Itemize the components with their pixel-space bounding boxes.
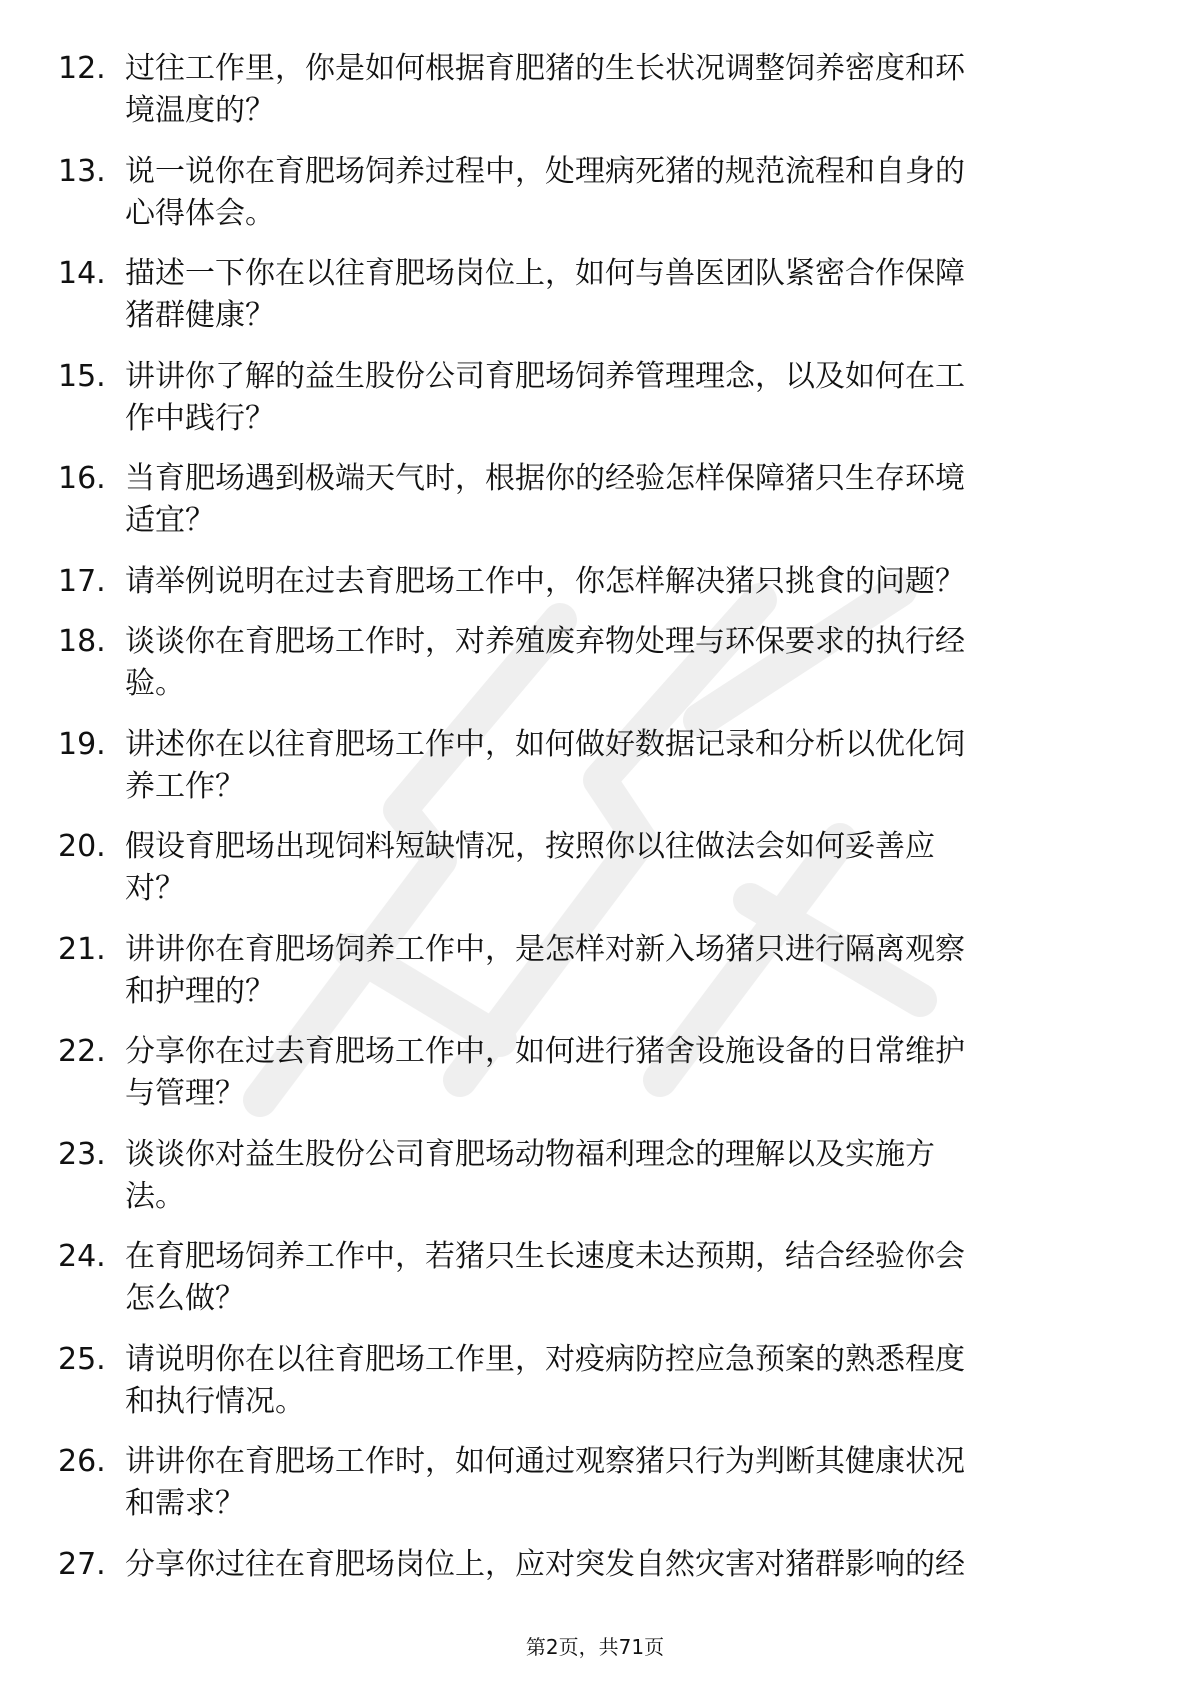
- question-text: 在育肥场饲养工作中，若猪只生长速度未达预期，结合经验你会 怎么做？: [125, 1239, 965, 1316]
- question-text: 谈谈你在育肥场工作时，对养殖废弃物处理与环保要求的执行经 验。: [125, 624, 965, 701]
- list-item: [58, 1339, 1128, 1423]
- question-text: 请举例说明在过去育肥场工作中，你怎样解决猪只挑食的问题？: [125, 563, 965, 599]
- list-item: [58, 1031, 1128, 1115]
- question-number: 22.: [58, 1034, 106, 1069]
- question-text: 分享你过往在育肥场岗位上，应对突发自然灾害对猪群影响的经: [125, 1546, 965, 1582]
- list-item: [58, 253, 1128, 337]
- question-list: [58, 48, 1128, 1604]
- question-number: 27.: [58, 1546, 106, 1582]
- list-item: [58, 151, 1128, 235]
- question-number: 25.: [58, 1341, 106, 1377]
- list-item: [58, 826, 1128, 910]
- list-item: [58, 1134, 1128, 1218]
- question-text: 请说明你在以往育肥场工作里，对疫病防控应急预案的熟悉程度 和执行情况。: [125, 1341, 965, 1419]
- question-text: 讲讲你在育肥场工作时，如何通过观察猪只行为判断其健康状况 和需求？: [125, 1444, 965, 1521]
- question-text: 当育肥场遇到极端天气时，根据你的经验怎样保障猪只生存环境 适宜？: [125, 461, 965, 538]
- question-text: 分享你在过去育肥场工作中，如何进行猪舍设施设备的日常维护 与管理？: [125, 1034, 965, 1111]
- question-text: 谈谈你对益生股份公司育肥场动物福利理念的理解以及实施方 法。: [125, 1136, 935, 1214]
- page-number-footer: 第2页，共71页: [525, 1635, 665, 1659]
- question-number: 18.: [58, 624, 106, 659]
- question-number: 24.: [58, 1239, 106, 1274]
- question-number: 13.: [58, 153, 106, 189]
- question-text: 描述一下你在以往育肥场岗位上，如何与兽医团队紧密合作保障 猪群健康？: [125, 256, 965, 333]
- question-number: 17.: [58, 563, 106, 599]
- question-text: 讲讲你了解的益生股份公司育肥场饲养管理理念，以及如何在工 作中践行？: [125, 358, 965, 436]
- question-number: 12.: [58, 51, 106, 86]
- question-text: 假设育肥场出现饲料短缺情况，按照你以往做法会如何妥善应 对？: [125, 829, 935, 906]
- list-item: [58, 458, 1128, 542]
- list-item: [58, 356, 1128, 440]
- list-item: [58, 724, 1128, 808]
- list-item: [58, 561, 1128, 603]
- list-item: [58, 621, 1128, 705]
- question-number: 15.: [58, 358, 106, 394]
- question-text: 讲讲你在育肥场饲养工作中，是怎样对新入场猪只进行隔离观察 和护理的？: [125, 931, 965, 1009]
- question-number: 19.: [58, 726, 106, 762]
- question-number: 26.: [58, 1444, 106, 1479]
- list-item: [58, 48, 1128, 132]
- question-number: 23.: [58, 1136, 106, 1172]
- list-item: [58, 1544, 1128, 1586]
- question-number: 14.: [58, 256, 106, 291]
- question-number: 20.: [58, 829, 106, 864]
- question-text: 过往工作里，你是如何根据育肥猪的生长状况调整饲养密度和环 境温度的？: [125, 51, 965, 128]
- list-item: [58, 1441, 1128, 1525]
- question-text: 说一说你在育肥场饲养过程中，处理病死猪的规范流程和自身的 心得体会。: [125, 153, 965, 231]
- list-item: [58, 929, 1128, 1013]
- question-number: 16.: [58, 461, 106, 496]
- list-item: [58, 1236, 1128, 1320]
- question-number: 21.: [58, 931, 106, 967]
- question-text: 讲述你在以往育肥场工作中，如何做好数据记录和分析以优化饲 养工作？: [125, 726, 965, 804]
